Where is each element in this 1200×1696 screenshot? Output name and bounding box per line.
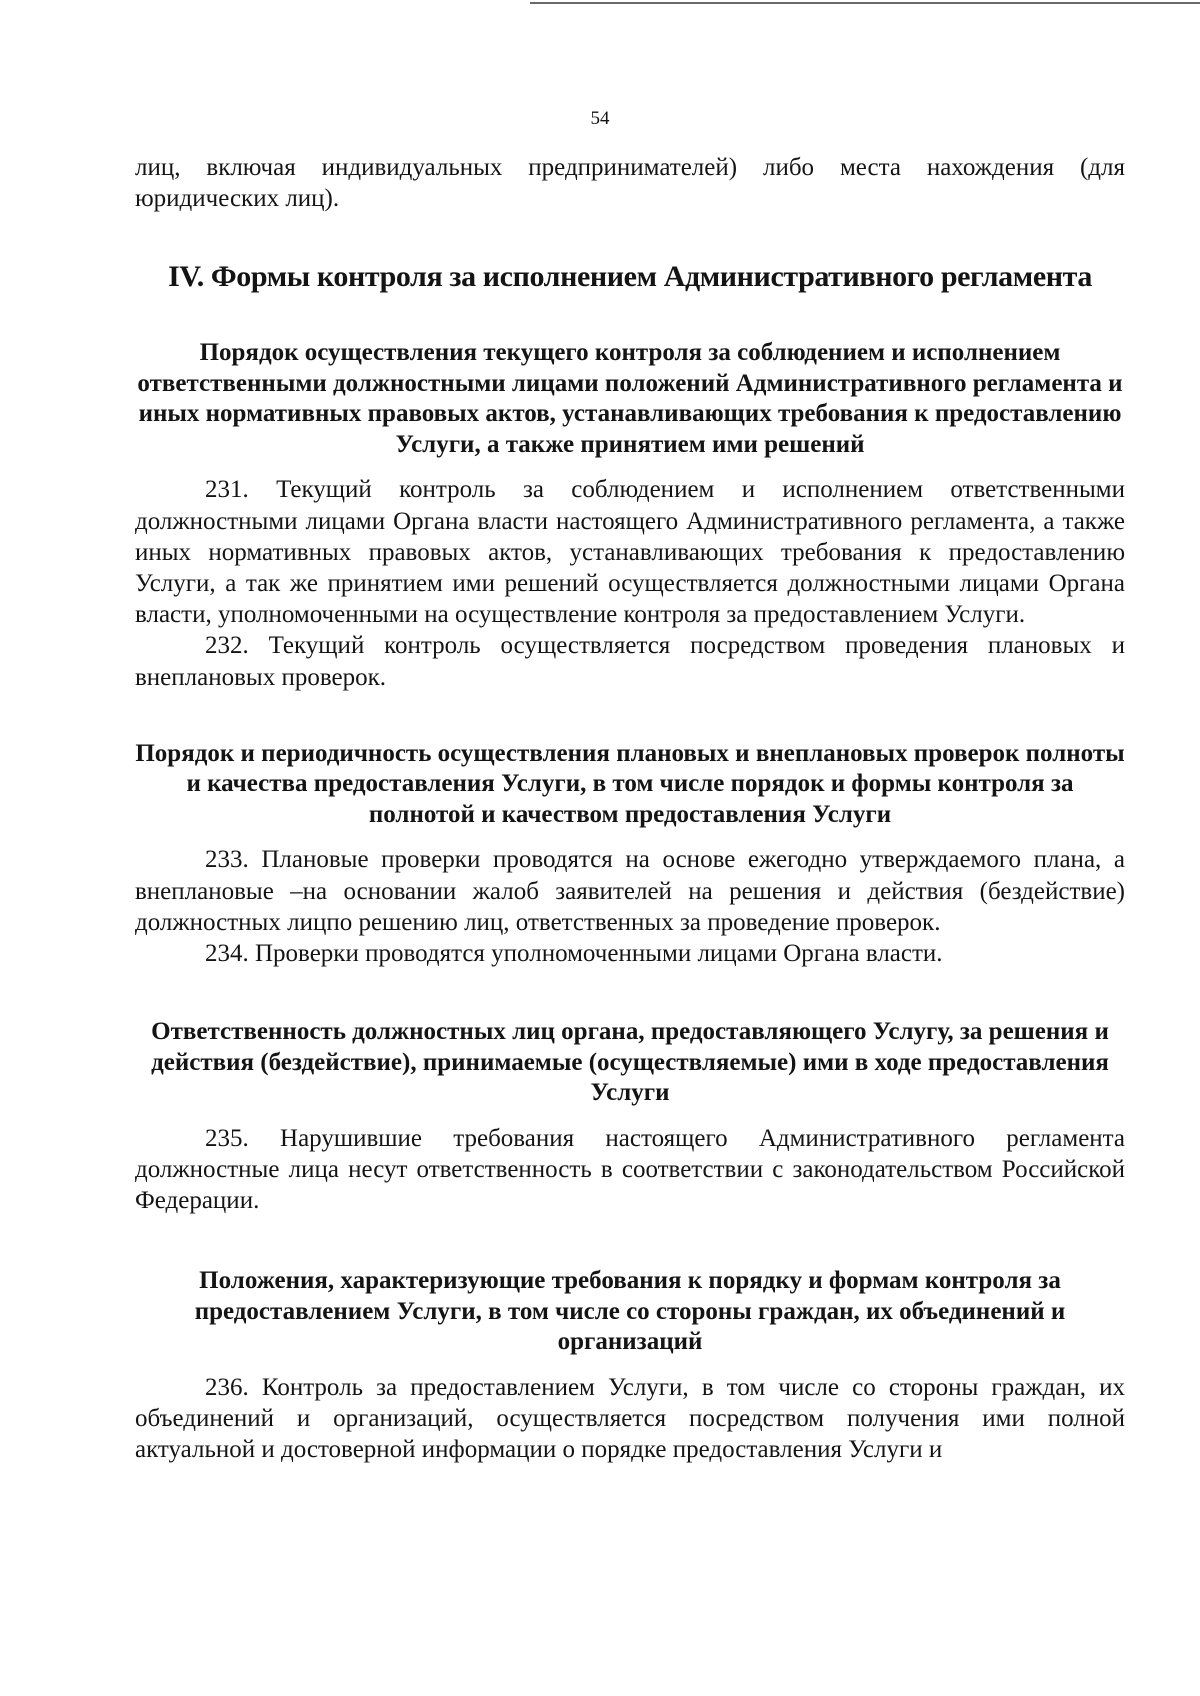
paragraph-236: 236. Контроль за предоставлением Услуги, в том числе со стороны граждан, их объединений и организаций, осуществляется посредством получения ими полной актуальной и достоверной информации о порядке предоставления Услуги и <box>135 1373 1125 1464</box>
subsection-heading-responsibility: Ответственность должностных лиц органа, предоставляющего Услугу, за решения и действия (бездействие), принимаемые (осуществляемые) ими в ходе предоставления Услуги <box>151 1018 1109 1107</box>
page-number: 54 <box>590 108 610 129</box>
scan-edge-line <box>530 2 1200 4</box>
paragraph-234: 234. Проверки проводятся уполномоченными лицами Органа власти. <box>205 939 943 967</box>
paragraph-232: 232. Текущий контроль осуществляется посредством проведения плановых и внеплановых проверок. <box>135 632 1125 691</box>
document-body <box>135 152 1125 1465</box>
paragraph-235: 235. Нарушившие требования настоящего Административного регламента должностные лица несут ответственность в соответствии с законодательством Российской Федерации. <box>135 1124 1125 1215</box>
subsection-heading-current-control: Порядок осуществления текущего контроля за соблюдением и исполнением ответственными должностными лицами положений Административного регламента и иных нормативных правовых актов, устанавливающих требования к предоставлению Услуги, а также принятием ими решений <box>137 339 1123 458</box>
intro-paragraph: лиц, включая индивидуальных предпринимателей) либо места нахождения (для юридических лиц). <box>135 154 1125 213</box>
paragraph-233: 233. Плановые проверки проводятся на основе ежегодно утверждаемого плана, а внеплановые –на основании жалоб заявителей на решения и действия (бездействие) должностных лицпо решению лиц, ответственных за проведение проверок. <box>135 846 1125 936</box>
section-title: IV. Формы контроля за исполнением Административного регламента <box>168 260 1092 294</box>
subsection-heading-inspections: Порядок и периодичность осуществления плановых и внеплановых проверок полноты и качества предоставления Услуги, в том числе порядок и формы контроля за полнотой и качеством предоставления Услуги <box>135 739 1125 828</box>
paragraph-231: 231. Текущий контроль за соблюдением и исполнением ответственными должностными лицами Органа власти настоящего Административного регламента, а также иных нормативных правовых актов, устанавливающих требования к предоставлению Услуги, а так же принятием ими решений осуществляется должностными лицами Органа власти, уполномоченными на осуществление контроля за предоставлением Услуги. <box>135 476 1125 629</box>
subsection-heading-control-provisions: Положения, характеризующие требования к порядку и формам контроля за предоставлением Услуги, в том числе со стороны граждан, их объединений и организаций <box>194 1267 1066 1356</box>
